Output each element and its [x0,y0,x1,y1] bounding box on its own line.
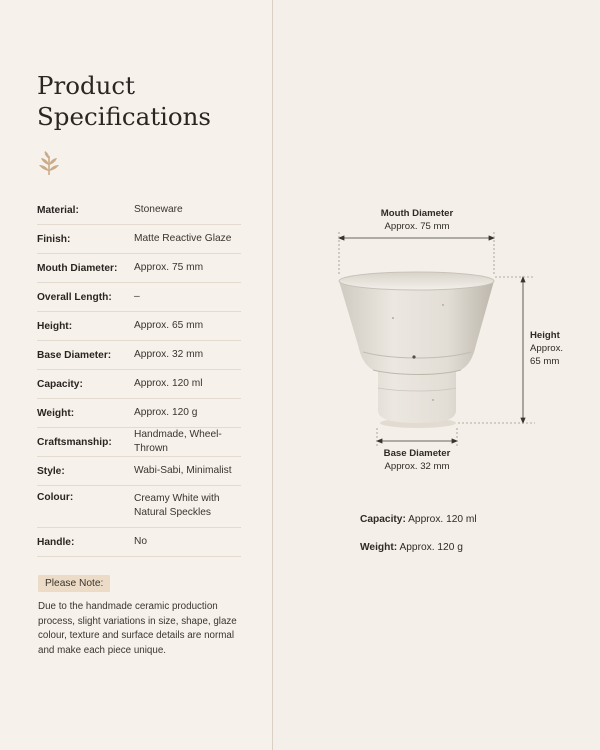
spec-row-handle [37,528,241,557]
spec-value: Approx. 120 ml [134,378,203,389]
height-label [530,329,590,368]
spec-value: Handmade, Wheel-Thrown [134,429,222,454]
spec-key: Overall Length: [37,291,112,303]
spec-row-capacity [37,370,241,399]
base-dimension-line [377,428,457,447]
spec-row-material [37,196,241,225]
mouth-dimension-line [339,232,494,276]
capacity-summary [360,513,477,526]
spec-row-weight [37,399,241,428]
capacity-summary-label: Capacity: [360,514,406,525]
spec-row-overall-length [37,283,241,312]
height-value-line1: Approx. [530,343,564,354]
mouth-diameter-label [358,207,476,233]
mouth-diameter-title: Mouth Diameter [380,208,454,219]
spec-value: Stoneware [134,204,183,215]
base-diameter-label [358,447,476,473]
height-value-line2: 65 mm [530,356,560,367]
spec-row-craftsmanship [37,428,241,457]
spec-value: Approx. 65 mm [134,320,204,331]
spec-value: No [134,536,148,547]
spec-key: Base Diameter: [37,349,112,361]
page-title: Product Specifications [37,71,211,131]
spec-row-height [37,312,241,341]
spec-key: Craftsmanship: [37,436,112,448]
spec-key: Capacity: [37,378,83,390]
spec-key: Material: [37,204,79,216]
weight-summary-label: Weight: [360,542,398,553]
note-label: Please Note: [38,575,110,592]
capacity-summary-value: Approx. 120 ml [408,514,477,525]
mouth-diameter-value: Approx. 75 mm [384,221,450,232]
weight-summary [360,541,463,554]
base-diameter-title: Base Diameter [383,448,451,459]
spec-row-colour [37,486,241,528]
spec-key: Handle: [37,536,75,548]
sprig-leaf-icon [37,150,61,176]
spec-key: Mouth Diameter: [37,262,118,274]
spec-value: – [134,291,140,302]
spec-value: Matte Reactive Glaze [134,233,232,244]
cup-image [339,272,494,428]
spec-table [37,196,241,557]
spec-value: Approx. 120 g [134,407,198,418]
spec-row-finish [37,225,241,254]
weight-summary-value: Approx. 120 g [399,542,463,553]
spec-row-base-diameter [37,341,241,370]
note-text: Due to the handmade ceramic production process, slight variations in size, shape, glaze colour, texture and surface details are normal and make each piece unique. [38,601,237,656]
spec-value: Approx. 75 mm [134,262,204,273]
height-title: Height [530,330,560,341]
base-diameter-value: Approx. 32 mm [384,461,450,472]
spec-key: Height: [37,320,73,332]
spec-key: Finish: [37,233,71,245]
spec-key: Style: [37,465,65,477]
cup-diagram [273,0,600,750]
spec-row-style [37,457,241,486]
spec-value: Wabi-Sabi, Minimalist [134,465,232,476]
spec-key: Weight: [37,407,75,419]
spec-value: Approx. 32 mm [134,349,204,360]
spec-key: Colour: [37,492,74,503]
spec-row-mouth-diameter [37,254,241,283]
spec-value: Creamy White with Natural Speckles [134,493,220,518]
